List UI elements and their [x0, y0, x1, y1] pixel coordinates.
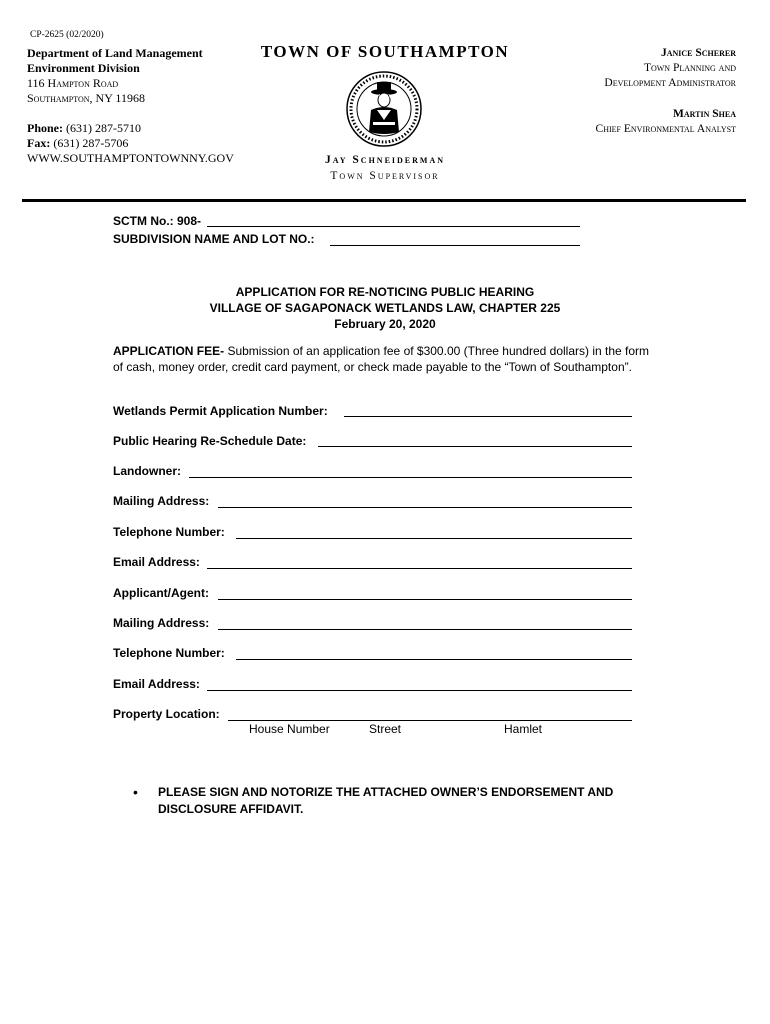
seal-year: 1640: [378, 94, 390, 100]
house-number-caption: House Number: [249, 722, 330, 736]
fax-label: Fax:: [27, 136, 51, 150]
wetlands-permit-number-input[interactable]: [344, 416, 632, 417]
staff-title-2: Chief Environmental Analyst: [595, 123, 736, 135]
landowner-label: Landowner:: [113, 464, 181, 478]
applicant-telephone-input[interactable]: [236, 659, 632, 660]
division-name: Environment Division: [27, 61, 140, 75]
landowner-telephone-input[interactable]: [236, 538, 632, 539]
rehearing-date-input[interactable]: [318, 446, 632, 447]
application-title: [0, 284, 770, 332]
website: WWW.SOUTHAMPTONTOWNNY.GOV: [27, 151, 234, 165]
applicant-mailing-address-label: Mailing Address:: [113, 616, 210, 630]
applicant-email-input[interactable]: [207, 690, 632, 691]
form-number: CP-2625 (02/2020): [30, 30, 104, 40]
town-seal: [345, 70, 423, 148]
staff-title-1a: Town Planning and: [643, 62, 736, 74]
applicant-agent-label: Applicant/Agent:: [113, 586, 209, 600]
department-block: [27, 46, 234, 166]
fee-label: APPLICATION FEE-: [113, 344, 225, 358]
staff-name-1: Janice Scherer: [660, 47, 736, 59]
wetlands-permit-number-label: Wetlands Permit Application Number:: [113, 404, 328, 418]
staff-title-1b: Development Administrator: [604, 77, 736, 89]
sctm-label: SCTM No.: 908-: [113, 214, 202, 228]
applicant-email-label: Email Address:: [113, 677, 200, 691]
hamlet-caption: Hamlet: [504, 722, 543, 736]
applicant-telephone-label: Telephone Number:: [113, 646, 225, 660]
department-name: Department of Land Management: [27, 46, 203, 60]
property-location-label: Property Location:: [113, 707, 220, 721]
application-fee-paragraph: [113, 343, 658, 375]
fax-number: (631) 287-5706: [53, 136, 129, 150]
affidavit-notice: PLEASE SIGN AND NOTORIZE THE ATTACHED OWNER’S ENDORSEMENT AND DISCLOSURE AFFIDAVIT.: [158, 785, 614, 816]
title-line-2: VILLAGE OF SAGAPONACK WETLANDS LAW, CHAPTER 225: [209, 301, 561, 315]
landowner-telephone-label: Telephone Number:: [113, 525, 225, 539]
applicant-agent-input[interactable]: [218, 599, 632, 600]
phone-label: Phone:: [27, 121, 63, 135]
supervisor-name: Jay Schneiderman: [324, 154, 446, 166]
landowner-input[interactable]: [189, 477, 632, 478]
title-date: February 20, 2020: [334, 317, 436, 331]
bullet-icon: •: [133, 784, 138, 800]
address-line2: Southampton, NY 11968: [27, 91, 145, 105]
landowner-mailing-address-input[interactable]: [218, 507, 632, 508]
fax-row: [27, 136, 234, 151]
phone-number: (631) 287-5710: [66, 121, 141, 135]
fee-text: Submission of an application fee of $300.00 (Three hundred dollars) in the form of cash, money order, credit card payment, or check made payable to the “Town of Southampton”.: [113, 344, 650, 374]
address-line1: 116 Hampton Road: [27, 76, 119, 90]
header-divider: [22, 199, 746, 202]
subdivision-input-line[interactable]: [330, 245, 580, 246]
supervisor-title: Town Supervisor: [330, 170, 440, 182]
landowner-mailing-address-label: Mailing Address:: [113, 494, 210, 508]
rehearing-date-label: Public Hearing Re-Schedule Date:: [113, 434, 307, 448]
street-caption: Street: [369, 722, 402, 736]
phone-row: [27, 121, 234, 136]
staff-block: [596, 46, 736, 137]
landowner-email-input[interactable]: [207, 568, 632, 569]
subdivision-label: SUBDIVISION NAME AND LOT NO.:: [113, 232, 315, 246]
landowner-email-label: Email Address:: [113, 555, 200, 569]
property-location-input[interactable]: [228, 720, 632, 721]
sctm-input-line[interactable]: [207, 226, 580, 227]
town-title: TOWN OF SOUTHAMPTON: [260, 42, 510, 61]
applicant-mailing-address-input[interactable]: [218, 629, 632, 630]
supervisor-block: [300, 152, 470, 184]
staff-name-2: Martin Shea: [673, 108, 736, 120]
title-line-1: APPLICATION FOR RE-NOTICING PUBLIC HEARING: [235, 285, 535, 299]
